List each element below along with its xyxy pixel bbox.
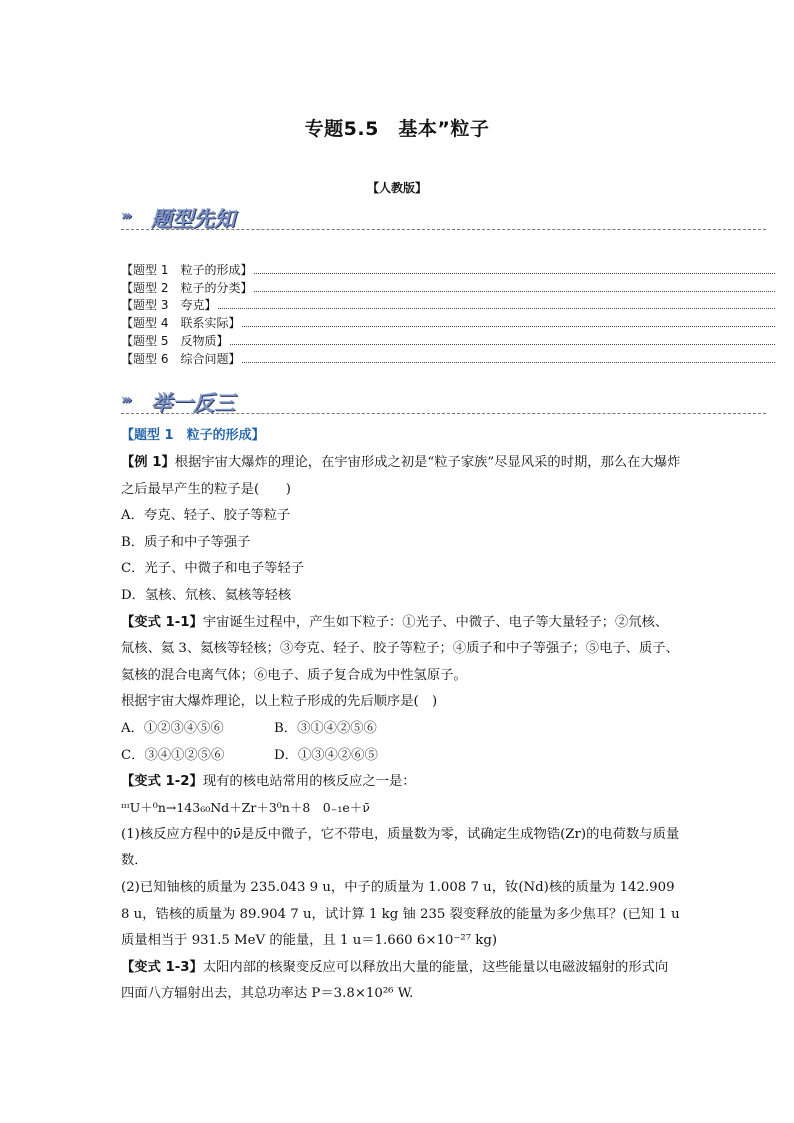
banner-divider [121, 413, 766, 414]
question-tag: 【变式 1-3】 [121, 959, 203, 975]
toc-item[interactable]: 【题型 1 粒子的形成】 [121, 260, 775, 278]
option-d: D．①③④②⑥⑤ [274, 747, 378, 763]
option-row [121, 716, 681, 743]
example-question [121, 450, 681, 503]
nuclear-equation: ᶦᶦᶦU＋⁰n→143₆₀Nd＋Zr＋3⁰n＋8 0₋₁e＋ν̄ [121, 799, 370, 815]
triple-arrow-icon: ››› [121, 392, 130, 408]
section-body [121, 424, 681, 1008]
option-c: C．③④①②⑤⑥ [121, 747, 225, 763]
banner-preview-label: 题型先知 [151, 207, 235, 231]
option-c: C．光子、中微子和电子等轻子 [121, 561, 305, 577]
variant-question [121, 955, 681, 1008]
triple-arrow-icon: ››› [121, 208, 130, 224]
toc-item[interactable]: 【题型 2 粒子的分类】 [121, 278, 775, 296]
variant-question [121, 769, 681, 796]
option-a: A．夸克、轻子、胶子等粒子 [121, 508, 291, 524]
question-text: 太阳内部的核聚变反应可以释放出大量的能量，这些能量以电磁波辐射的形式向四面八方辐射出去，其总功率达 P＝3.8×10²⁶ W. [121, 959, 669, 1002]
option-b: B．③①④②⑤⑥ [274, 720, 377, 736]
option-a: A．①②③④⑤⑥ [121, 720, 224, 736]
table-of-contents [121, 260, 775, 367]
toc-item[interactable]: 【题型 6 综合问题】 [121, 349, 775, 367]
toc-item[interactable]: 【题型 5 反物质】 [121, 331, 775, 349]
question-text: 宇宙诞生过程中，产生如下粒子：①光子、中微子、电子等大量轻子；②氘核、氚核、氦 3、氦核等轻核；③夸克、轻子、胶子等粒子；④质子和中子等强子；⑤电子、质子、氦核的混合电离气体；⑥电子、质子复合成为中性氢原子。 [121, 614, 679, 683]
question-text: 现有的核电站常用的核反应之一是： [202, 774, 416, 790]
sub-question-1: (1)核反应方程中的ν̄是反中微子，它不带电，质量数为零，试确定生成物锆(Zr)的电荷数与质量数． [121, 826, 680, 869]
question-tag: 【变式 1-2】 [121, 774, 203, 790]
section-heading: 【题型 1 粒子的形成】 [121, 428, 265, 443]
question-tag: 【例 1】 [121, 455, 175, 470]
option-b: B．质子和中子等强子 [121, 534, 251, 550]
edition-label: 【人教版】 [366, 181, 427, 195]
option-d: D．氢核、氘核、氦核等轻核 [121, 587, 292, 603]
banner-practice-label: 举一反三 [151, 391, 235, 415]
page-title: 专题5.5 基本”粒子 [304, 118, 490, 140]
sub-question-2: (2)已知铀核的质量为 235.043 9 u，中子的质量为 1.008 7 u，钕(Nd)核的质量为 142.909 8 u，锆核的质量为 89.904 7 u，试计算 1 kg 铀 235 裂变释放的能量为多少焦耳？(已知 1 u 质量相当于 931.5 MeV 的能量，且 1 u＝1.660 6×10⁻²⁷ kg) [121, 879, 680, 949]
toc-item[interactable]: 【题型 3 夸克】 [121, 296, 775, 314]
banner-preview [121, 202, 766, 232]
variant-question [121, 610, 681, 690]
question-tag: 【变式 1-1】 [121, 614, 203, 630]
banner-divider [121, 229, 766, 230]
question-text: 根据宇宙大爆炸的理论，在宇宙形成之初是“粒子家族”尽显风采的时期，那么在大爆炸之后最早产生的粒子是( ) [121, 455, 681, 497]
option-row [121, 743, 681, 770]
banner-practice [121, 386, 766, 416]
toc-item[interactable]: 【题型 4 联系实际】 [121, 313, 775, 331]
question-prompt: 根据宇宙大爆炸理论，以上粒子形成的先后顺序是( ) [121, 694, 438, 710]
